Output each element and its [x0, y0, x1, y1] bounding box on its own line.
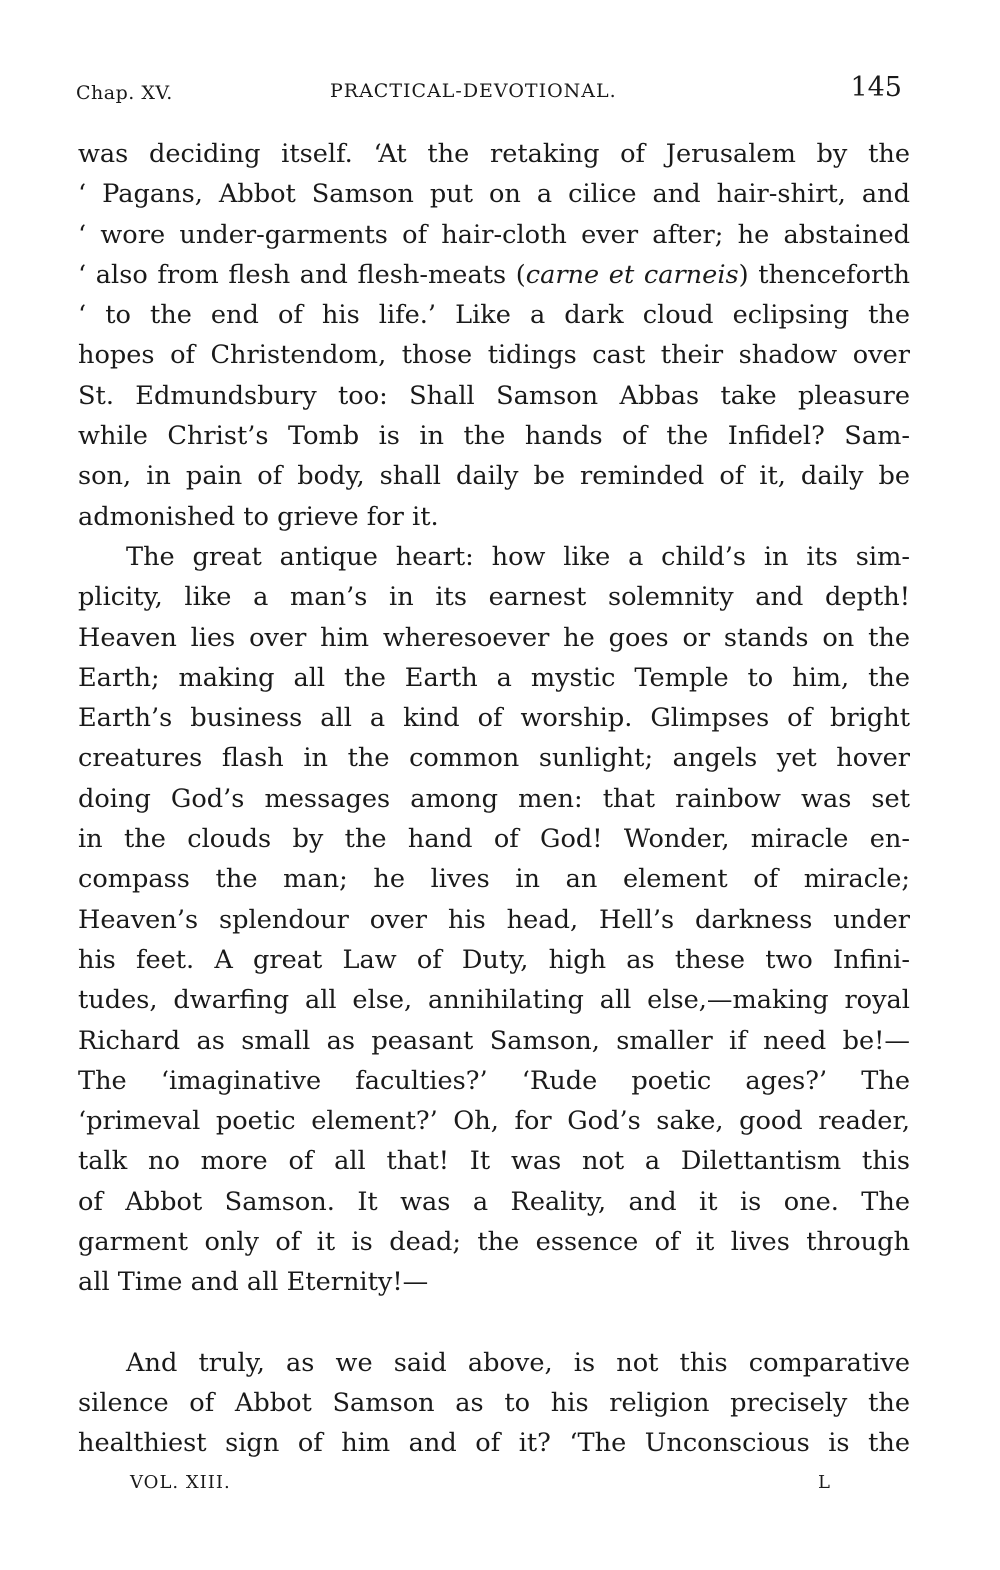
chapter-label: Chap. XV.	[76, 82, 173, 104]
text-line: creatures flash in the common sunlight; angels yet hover	[78, 743, 910, 774]
text-line: admonished to grieve for it.	[78, 501, 439, 532]
volume-label: VOL. XIII.	[130, 1472, 231, 1493]
text-line: ‘ also from flesh and flesh-meats (carne et carneis) thenceforth	[78, 259, 911, 290]
text-line: plicity, like a man’s in its earnest solemnity and depth!	[78, 582, 910, 613]
page-footer	[130, 1472, 830, 1502]
running-head	[76, 72, 906, 112]
text-line: Earth’s business all a kind of worship. Glimpses of bright	[78, 703, 910, 734]
running-title: PRACTICAL-DEVOTIONAL.	[330, 80, 617, 102]
text-line: Heaven’s splendour over his head, Hell’s darkness under	[78, 904, 910, 935]
text-line: hopes of Christendom, those tidings cast their shadow over	[78, 340, 910, 371]
text-line: ‘ wore under-garments of hair-cloth ever after; he abstained	[78, 219, 910, 250]
text-line: The ‘imaginative faculties?’ ‘Rude poetic ages?’ The	[78, 1065, 910, 1096]
page-number: 145	[850, 72, 902, 103]
latin-phrase: carne et carneis	[525, 259, 739, 290]
text-line: ‘ to the end of his life.’ Like a dark cloud eclipsing the	[78, 300, 910, 331]
text-line: St. Edmundsbury too: Shall Samson Abbas take pleasure	[78, 380, 910, 411]
text-line: And truly, as we said above, is not this comparative	[126, 1347, 910, 1378]
signature-mark: L	[818, 1472, 830, 1493]
text-line: of Abbot Samson. It was a Reality, and it is one. The	[78, 1186, 910, 1217]
text-line: Earth; making all the Earth a mystic Temple to him, the	[78, 662, 910, 693]
text-line: garment only of it is dead; the essence of it lives through	[78, 1227, 910, 1258]
text-line: talk no more of all that! It was not a Dilettantism this	[78, 1146, 910, 1177]
body-text	[78, 134, 910, 1464]
text-line: silence of Abbot Samson as to his religion precisely the	[78, 1387, 910, 1418]
text-line: compass the man; he lives in an element of miracle;	[78, 864, 910, 895]
text-line: son, in pain of body, shall daily be reminded of it, daily be	[78, 461, 910, 492]
text-line: his feet. A great Law of Duty, high as these two Infini-	[78, 944, 910, 975]
text-line: in the clouds by the hand of God! Wonder, miracle en-	[78, 824, 910, 855]
text-line: tudes, dwarfing all else, annihilating all else,—making royal	[78, 985, 910, 1016]
text-line: Richard as small as peasant Samson, smaller if need be!—	[78, 1025, 910, 1056]
text-line: healthiest sign of him and of it? ‘The Unconscious is the	[78, 1428, 910, 1459]
text-line: ‘primeval poetic element?’ Oh, for God’s sake, good reader,	[78, 1106, 910, 1137]
text-line: was deciding itself. ‘At the retaking of Jerusalem by the	[78, 139, 910, 169]
text-line: The great antique heart: how like a child’s in its sim-	[126, 541, 910, 572]
text-line: ‘ Pagans, Abbot Samson put on a cilice and hair-shirt, and	[78, 179, 910, 210]
text-line: Heaven lies over him wheresoever he goes or stands on the	[78, 622, 910, 653]
text-line: while Christ’s Tomb is in the hands of the Infidel? Sam-	[78, 421, 910, 452]
paragraph-break	[78, 1303, 910, 1343]
text-line: doing God’s messages among men: that rainbow was set	[78, 783, 910, 814]
text-line: all Time and all Eternity!—	[78, 1267, 429, 1298]
